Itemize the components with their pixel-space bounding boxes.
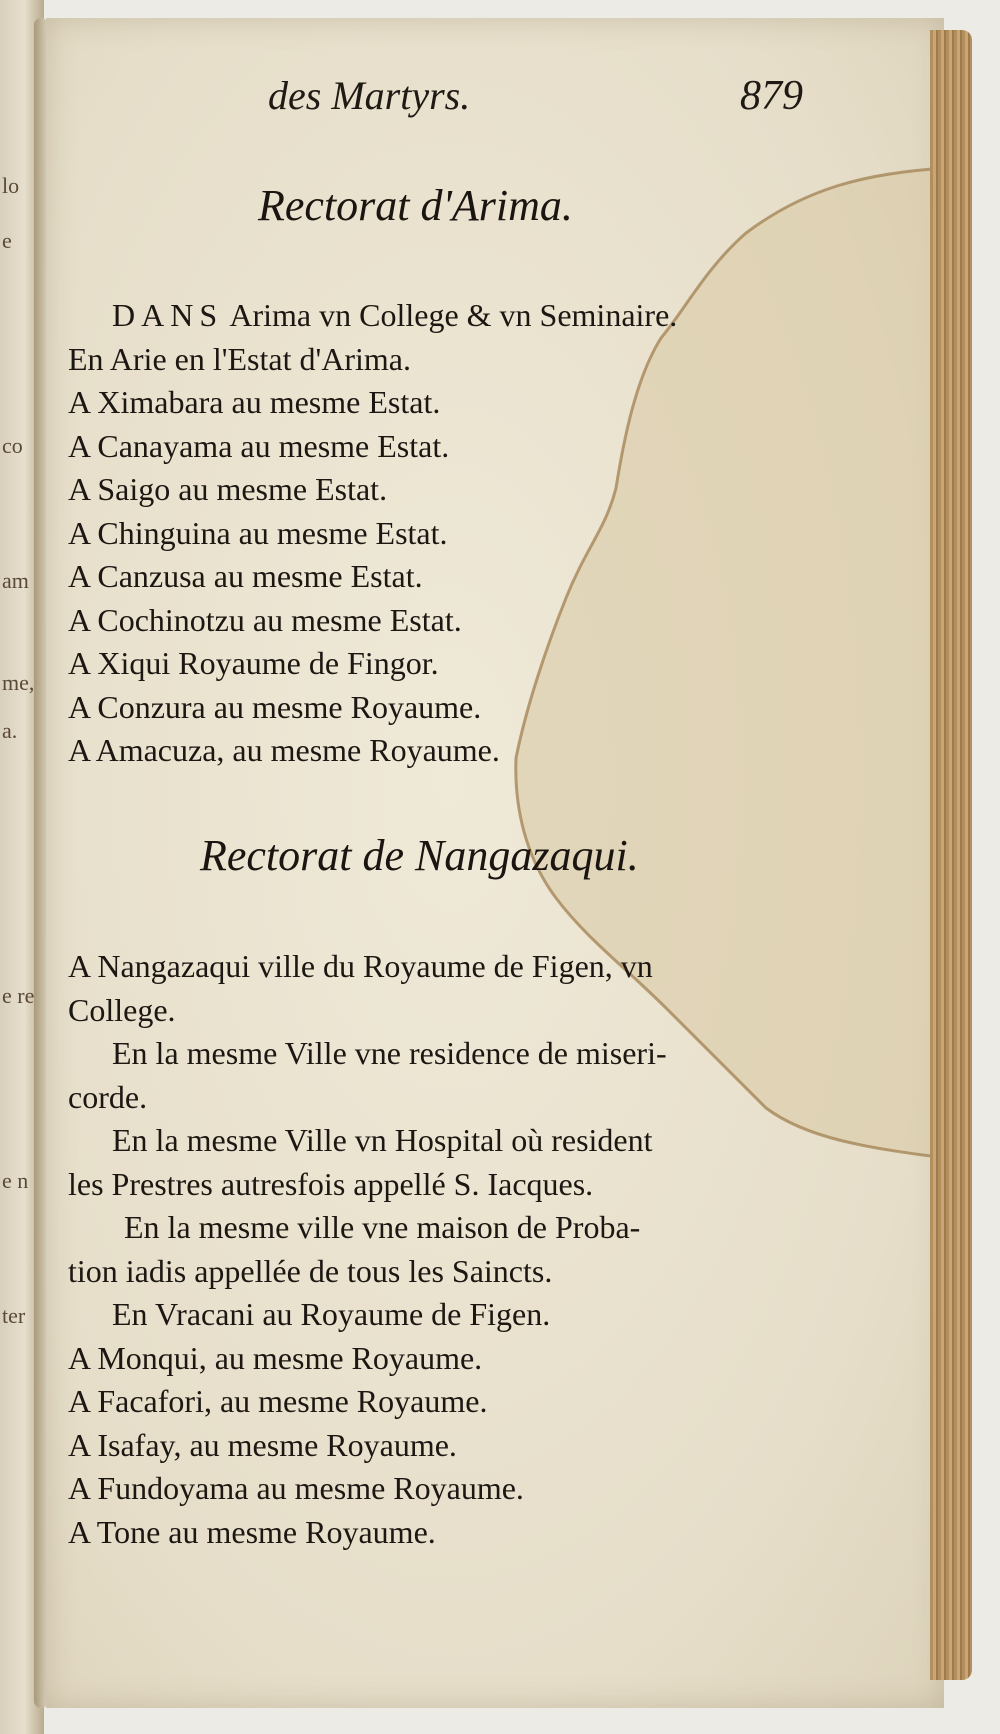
- margin-fragment: co: [2, 433, 23, 458]
- margin-fragment: am: [2, 568, 29, 593]
- section-nangazaqui-lines: [68, 945, 667, 1554]
- margin-fragment: e re: [2, 983, 35, 1008]
- text-line: En la mesme ville vne maison de Proba-: [124, 1209, 641, 1245]
- text-line: College.: [68, 991, 176, 1028]
- initial-word: DANS: [112, 297, 224, 333]
- text-line: A Tone au mesme Royaume.: [68, 1513, 436, 1550]
- text-line: [68, 294, 677, 338]
- margin-fragment: e n: [2, 1168, 29, 1193]
- text-line: A Cochinotzu au mesme Estat.: [68, 601, 462, 638]
- text-line: corde.: [68, 1078, 148, 1115]
- text-line: A Amacuza, au mesme Royaume.: [68, 732, 500, 768]
- page-block-edge: [930, 30, 972, 1680]
- text-line: A Canzusa au mesme Estat.: [68, 558, 423, 594]
- section-title-arima: Rectorat d'Arima.: [258, 181, 573, 230]
- text-line: A Saigo au mesme Estat.: [68, 471, 388, 507]
- running-head: des Martyrs.: [268, 73, 471, 118]
- text-line: A Chinguina au mesme Estat.: [68, 514, 448, 551]
- margin-fragment: me,: [2, 670, 35, 695]
- text-line: En la mesme Ville vn Hospital où resident: [112, 1122, 653, 1158]
- margin-fragment: lo: [2, 173, 20, 198]
- margin-fragment: a.: [2, 718, 18, 743]
- text-line: A Isafay, au mesme Royaume.: [68, 1426, 457, 1463]
- page-number: 879: [740, 73, 803, 119]
- text-line: En Vracani au Royaume de Figen.: [112, 1296, 551, 1332]
- text-line: A Monqui, au mesme Royaume.: [68, 1339, 483, 1376]
- text-line: A Conzura au mesme Royaume.: [68, 688, 482, 725]
- text-line: En Arie en l'Estat d'Arima.: [68, 340, 411, 377]
- text-line: A Ximabara au mesme Estat.: [68, 384, 441, 420]
- margin-fragment: ter: [2, 1303, 26, 1328]
- text-line: En la mesme Ville vne residence de miseri-: [112, 1035, 667, 1071]
- margin-fragment: e: [2, 228, 12, 253]
- text-line: A Canayama au mesme Estat.: [68, 427, 450, 464]
- text-line: A Nangazaqui ville du Royaume de Figen, vn: [68, 948, 653, 984]
- section-arima-lines: [68, 294, 677, 773]
- text-line: A Facafori, au mesme Royaume.: [68, 1383, 488, 1419]
- section-title-nangazaqui: Rectorat de Nangazaqui.: [200, 831, 639, 880]
- text-line: A Fundoyama au mesme Royaume.: [68, 1470, 524, 1506]
- line-text: Arima vn College & vn Seminaire.: [223, 297, 678, 333]
- page-header: [0, 72, 1000, 132]
- text-line: A Xiqui Royaume de Fingor.: [68, 645, 439, 681]
- text-line: les Prestres autresfois appellé S. Iacques.: [68, 1165, 594, 1202]
- text-line: tion iadis appellée de tous les Saincts.: [68, 1252, 553, 1289]
